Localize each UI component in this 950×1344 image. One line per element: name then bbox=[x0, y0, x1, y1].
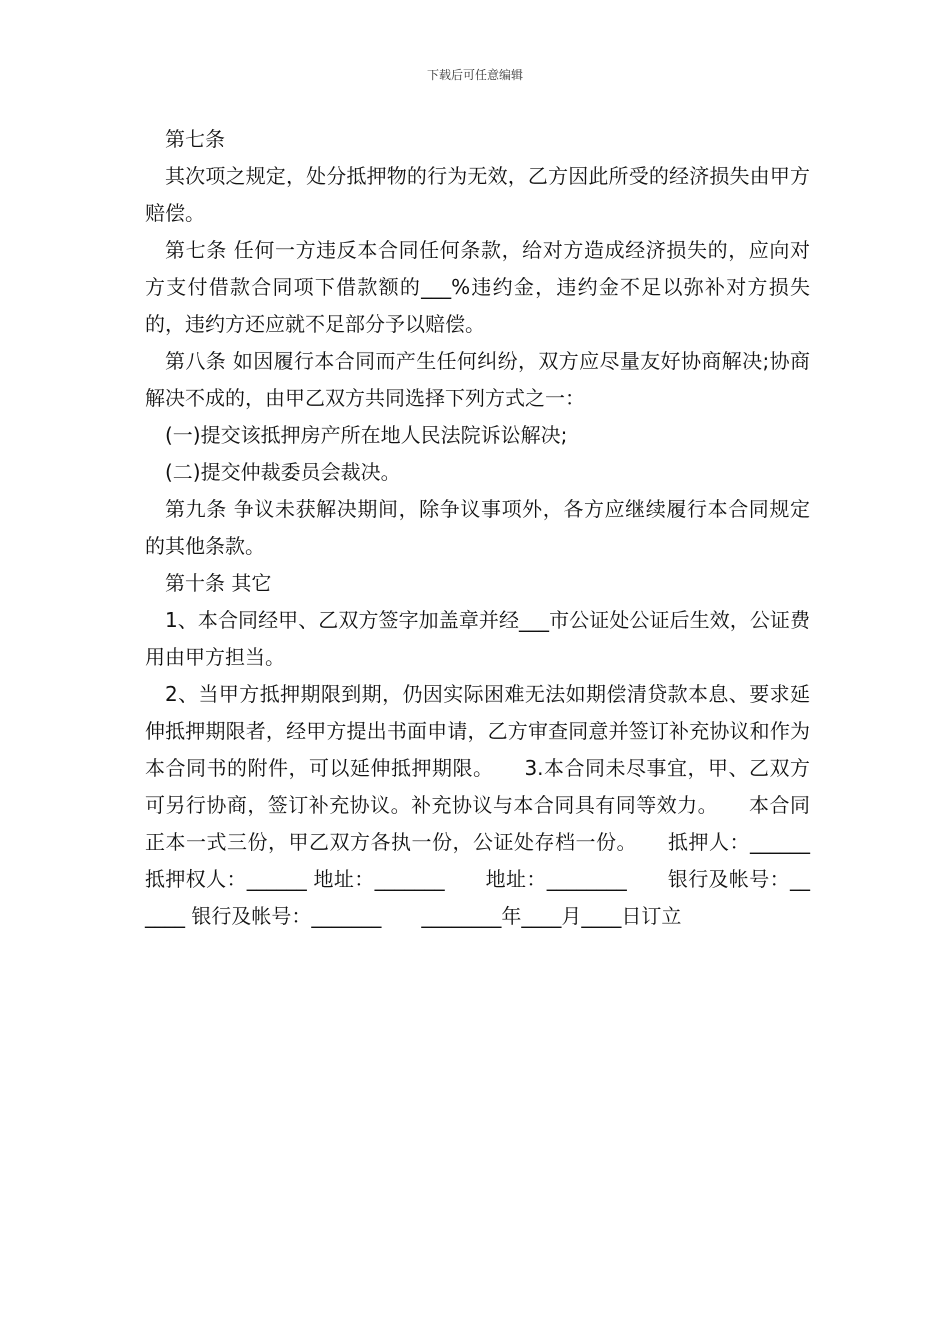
article-10-item-2-and-signatures: 2、当甲方抵押期限到期，仍因实际困难无法如期偿清贷款本息、要求延伸抵押期限者，经甲方提出书面申请，乙方审查同意并签订补充协议和作为本合同书的附件，可以延伸抵押期限。 3.本合同未尽事宜，甲、乙双方可另行协商，签订补充协议。补充协议与本合同具有同等效力。 本合同正本一式三份，甲乙双方各执一份，公证处存档一份。 抵押人：______ 抵押权人：______ 地址：_______ 地址：________ 银行及帐号：______ 银行及帐号：_______ ________年____月____日订立 bbox=[145, 682, 850, 928]
article-8-disputes: 第八条 如因履行本合同而产生任何纠纷，双方应尽量友好协商解决;协商解决不成的，由甲乙双方共同选择下列方式之一： bbox=[145, 349, 810, 410]
paragraph-mortgage-disposal: 其次项之规定，处分抵押物的行为无效，乙方因此所受的经济损失由甲方赔偿。 bbox=[145, 164, 810, 225]
dispute-option-1: (一)提交该抵押房产所在地人民法院诉讼解决; bbox=[165, 423, 568, 447]
header-note: 下载后可任意编辑 bbox=[426, 68, 523, 82]
dispute-option-2: (二)提交仲裁委员会裁决。 bbox=[165, 460, 401, 484]
article-10-heading: 第十条 其它 bbox=[165, 571, 272, 595]
article-10-item-1: 1、本合同经甲、乙双方签字加盖章并经___市公证处公证后生效，公证费用由甲方担当。 bbox=[145, 608, 810, 669]
article-7-breach: 第七条 任何一方违反本合同任何条款，给对方造成经济损失的，应向对方支付借款合同项下借款额的___%违约金，违约金不足以弥补对方损失的，违约方还应就不足部分予以赔偿。 bbox=[145, 238, 810, 336]
article-7-heading: 第七条 bbox=[165, 127, 225, 151]
article-9: 第九条 争议未获解决期间，除争议事项外，各方应继续履行本合同规定的其他条款。 bbox=[145, 497, 810, 558]
document-body bbox=[145, 121, 850, 935]
